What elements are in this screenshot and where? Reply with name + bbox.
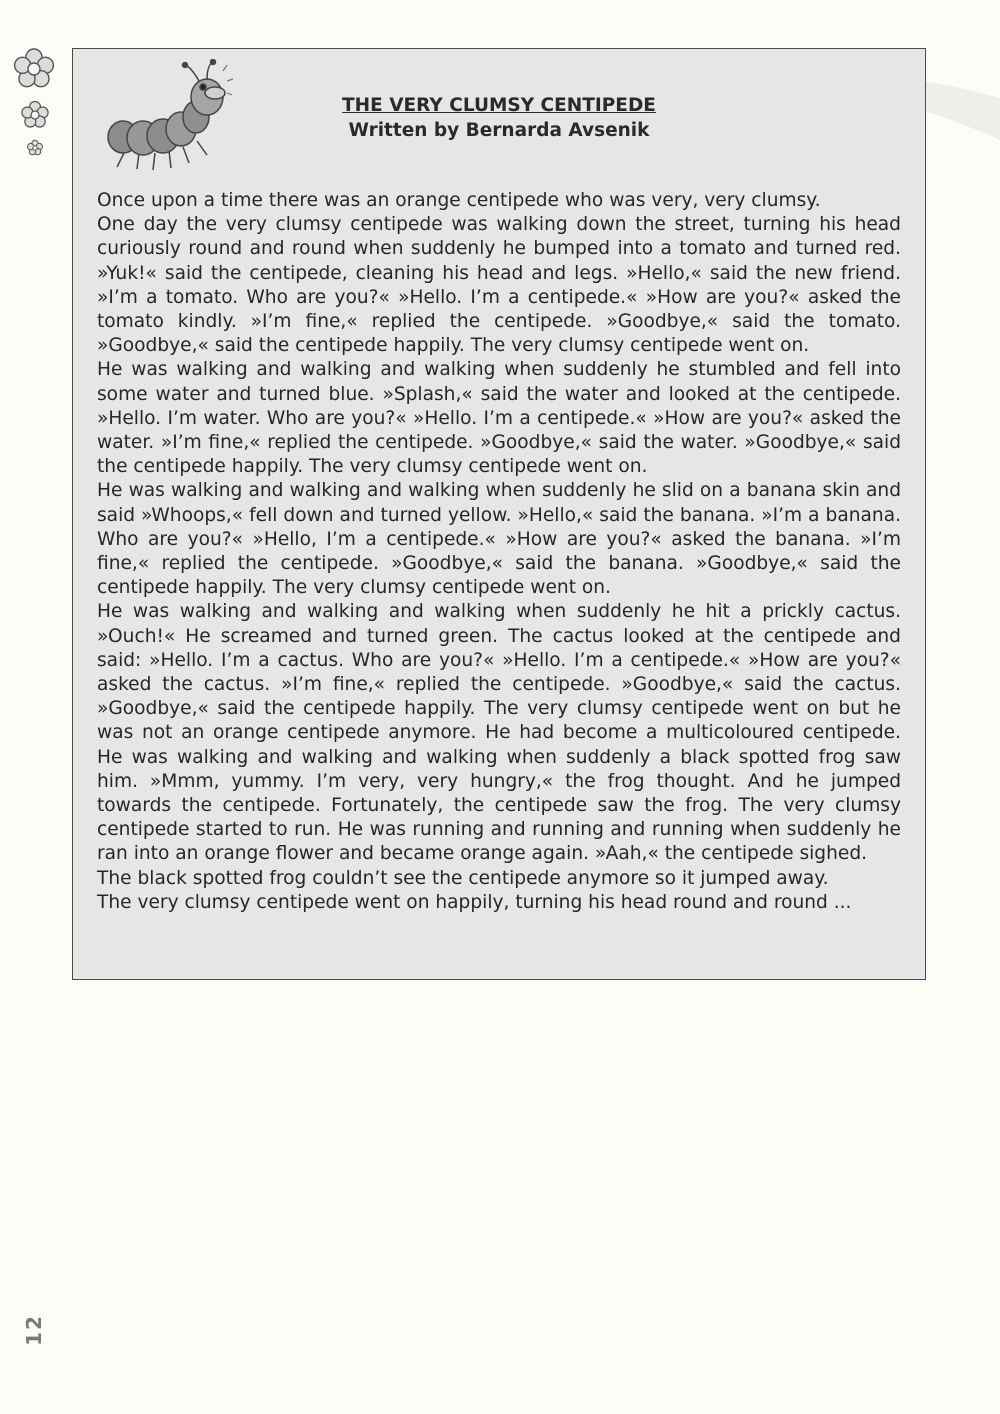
story-paragraph: He was walking and walking and walking when suddenly he hit a prickly cactus. »Ouch!« He screamed and turned green. The cactus looked at the centipede and said: »Hello. I’m a cactus. Who are you?« »Hello. I’m a centipede.« »How are you?« asked the cactus. »I’m fine,« replied the centipede. »Goodbye,« said the cactus. »Goodbye,« said the centipede happily. The very clumsy centipede went on but he was not an orange centipede anymore. He had become a multicoloured centipede. He was walking and walking and walking when suddenly a black spotted frog saw him. »Mmm, yummy. I’m very, very hungry,« the frog thought. And he jumped towards the centipede. Fortunately, the centipede saw the frog. The very clumsy centipede started to run. He was running and running and running when suddenly he ran into an orange flower and became orange again. »Aah,« the centipede sighed. — [97, 601, 901, 865]
flower-icon — [15, 49, 54, 87]
page-number — [16, 1300, 52, 1360]
story-paragraph: The black spotted frog couldn’t see the centipede anymore so it jumped away. — [97, 867, 829, 889]
story-paragraph: He was walking and walking and walking when suddenly he slid on a banana skin and said »Whoops,« fell down and turned yellow. »Hello,« said the banana. »I’m a banana. Who are you?« »Hello, I’m a centipede.« »How are you?« asked the banana. »I’m fine,« replied the centipede. »Goodbye,« said the banana. »Goodbye,« said the centipede happily. The very clumsy centipede went on. — [97, 480, 901, 599]
flower-icon — [28, 140, 43, 155]
story-paragraph: The very clumsy centipede went on happily, turning his head round and round ... — [97, 891, 852, 913]
flower-decoration — [10, 45, 62, 165]
story-author: Written by Bernarda Avsenik — [348, 120, 650, 141]
story-text — [97, 189, 901, 915]
story-paragraph: Once upon a time there was an orange centipede who was very, very clumsy. — [97, 190, 821, 211]
story-box — [72, 48, 926, 980]
story-paragraph: He was walking and walking and walking when suddenly he stumbled and fell into some water and turned blue. »Splash,« said the water and looked at the centipede. »Hello. I’m water. Who are you?« »Hello. I’m a centipede.« »How are you?« asked the water. »I’m fine,« replied the centipede. »Goodbye,« said the water. »Goodbye,« said the centipede happily. The very clumsy centipede went on. — [97, 359, 901, 478]
flower-icon — [22, 102, 48, 128]
story-heading — [73, 93, 925, 143]
story-title: THE VERY CLUMSY CENTIPEDE — [342, 95, 656, 116]
story-paragraph: One day the very clumsy centipede was walking down the street, turning his head curiously round and round when suddenly he bumped into a tomato and turned red. »Yuk!« said the centipede, cleaning his head and legs. »Hello,« said the new friend. »I’m a tomato. Who are you?« »Hello. I’m a centipede.« »How are you?« asked the tomato kindly. »I’m fine,« replied the centipede. »Goodbye,« said the tomato. »Goodbye,« said the centipede happily. The very clumsy centipede went on. — [97, 214, 901, 357]
page-number-text: 12 — [22, 1314, 46, 1346]
